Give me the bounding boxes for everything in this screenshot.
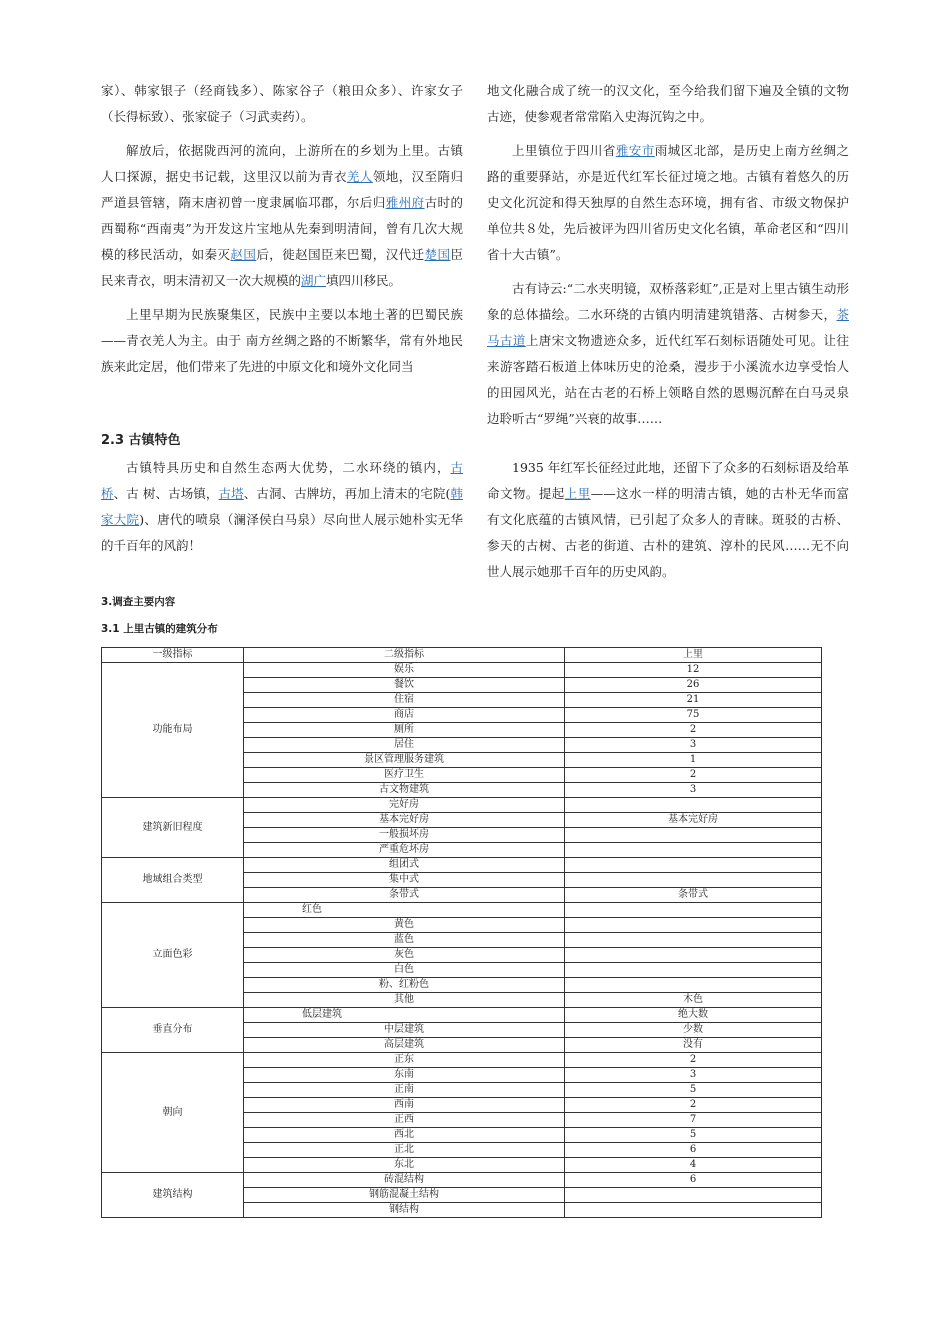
value-cell: 6 (565, 1173, 822, 1188)
group-label-cell: 功能布局 (102, 663, 244, 798)
indicator-cell: 集中式 (244, 873, 565, 888)
group-label-cell: 地域组合类型 (102, 858, 244, 903)
indicator-cell: 娱乐 (244, 663, 565, 678)
table-row (102, 858, 822, 873)
value-cell (565, 828, 822, 843)
value-cell (565, 1203, 822, 1218)
indicator-cell: 餐饮 (244, 678, 565, 693)
link-ancient-bridge[interactable]: 古桥 (101, 460, 463, 501)
indicator-cell: 白色 (244, 963, 565, 978)
section-3-heading: 3.调查主要内容 (101, 596, 176, 608)
right-paragraph-1: 地文化融合成了统一的汉文化，至今给我们留下遍及全镇的文物古迹，使参观者常常陷入史海沉钩之中。 (487, 83, 849, 124)
value-cell: 12 (565, 663, 822, 678)
link-huguang[interactable]: 湖广 (301, 273, 327, 288)
link-zhao-state[interactable]: 赵国 (230, 247, 257, 262)
value-cell: 21 (565, 693, 822, 708)
value-cell: 5 (565, 1128, 822, 1143)
value-cell: 1 (565, 753, 822, 768)
indicator-cell: 组团式 (244, 858, 565, 873)
header-cell-level2: 二级指标 (244, 648, 565, 663)
indicator-cell: 正北 (244, 1143, 565, 1158)
indicator-cell: 砖混结构 (244, 1173, 565, 1188)
link-tea-horse-road[interactable]: 茶马古道 (487, 307, 849, 348)
value-cell: 少数 (565, 1023, 822, 1038)
value-cell (565, 858, 822, 873)
indicator-cell: 其他 (244, 993, 565, 1008)
value-cell: 75 (565, 708, 822, 723)
value-cell: 4 (565, 1158, 822, 1173)
indicator-cell: 正东 (244, 1053, 565, 1068)
section-3-1-heading: 3.1 上里古镇的建筑分布 (101, 623, 218, 635)
indicator-cell: 居住 (244, 738, 565, 753)
indicator-cell: 正西 (244, 1113, 565, 1128)
indicator-cell: 蓝色 (244, 933, 565, 948)
link-ancient-tower[interactable]: 古塔 (218, 486, 244, 501)
value-cell: 条带式 (565, 888, 822, 903)
value-cell: 3 (565, 1068, 822, 1083)
value-cell: 2 (565, 723, 822, 738)
group-label-cell: 立面色彩 (102, 903, 244, 1008)
value-cell: 2 (565, 1098, 822, 1113)
right-paragraph-2: 上里镇位于四川省雅安市雨城区北部，是历史上南方丝绸之路的重要驿站，亦是近代红军长征过境之地。古镇有着悠久的历史文化沉淀和得天独厚的自然生态环境，拥有省、市级文物保护单位共８处，先后被评为四川省历史文化名镇，革命老区和“四川省十大古镇”。 (487, 143, 849, 262)
indicator-cell: 厕所 (244, 723, 565, 738)
table-row (102, 903, 822, 918)
indicator-cell: 基本完好房 (244, 813, 565, 828)
left-paragraph-2: 解放后，依据陇西河的流向，上游所在的乡划为上里。古镇人口探源，据史书记载，这里汉以前为青衣羌人领地，汉至隋归严道县管辖，隋末唐初曾一度隶属临邛郡，尔后归雅州府古时的西蜀称“西南夷”为开发这片宝地从先秦到明清间，曾有几次大规模的移民活动，如秦灭赵国后，徙赵国臣来巴蜀，汉代迁楚国臣民来青衣，明末清初又一次大规模的湖广填四川移民。 (101, 143, 463, 288)
link-han-family-courtyard[interactable]: 韩家大院 (101, 486, 463, 527)
section-2-3-heading: 2.3 古镇特色 (101, 433, 181, 448)
right-paragraph-4: 1935 年红军长征经过此地，还留下了众多的石刻标语及给革命文物。提起上里——这水一样的明清古镇，她的古朴无华而富有文化底蕴的古镇风情，已引起了众多人的青睐。斑驳的古桥、参天的古树、古老的街道、古朴的建筑、淳朴的民风……无不向世人展示她那千百年的历史风韵。 (487, 460, 849, 579)
left-column (101, 78, 463, 388)
value-cell: 3 (565, 738, 822, 753)
indicator-cell: 条带式 (244, 888, 565, 903)
indicator-cell: 商店 (244, 708, 565, 723)
indicator-cell: 住宿 (244, 693, 565, 708)
value-cell (565, 918, 822, 933)
table-row (102, 1173, 822, 1188)
table-row (102, 1008, 822, 1023)
value-cell (565, 963, 822, 978)
right-paragraph-3: 古有诗云:“二水夹明镜，双桥落彩虹”,正是对上里古镇生动形象的总体描绘。二水环绕的古镇内明清建筑错落、古树参天，茶马古道上唐宋文物遗迹众多，近代红军石刻标语随处可见。让往来游客踏石板道上体味历史的沧桑，漫步于小溪流水边享受怡人的田园风光，站在古老的石桥上领略自然的恩赐沉醉在白马灵泉边聆听古“罗绳”兴衰的故事…… (487, 281, 849, 426)
group-label-cell: 垂直分布 (102, 1008, 244, 1053)
value-cell: 基本完好房 (565, 813, 822, 828)
indicator-cell: 东南 (244, 1068, 565, 1083)
table-header-row (102, 648, 822, 663)
indicator-cell: 中层建筑 (244, 1023, 565, 1038)
value-cell: 木色 (565, 993, 822, 1008)
value-cell (565, 798, 822, 813)
group-label-cell: 朝向 (102, 1053, 244, 1173)
link-yaan-city[interactable]: 雅安市 (615, 143, 655, 158)
section-2-3-body (101, 455, 463, 567)
indicator-cell: 灰色 (244, 948, 565, 963)
table-row (102, 663, 822, 678)
indicator-cell: 一般损坏房 (244, 828, 565, 843)
building-distribution-table (101, 647, 822, 1218)
indicator-cell: 正南 (244, 1083, 565, 1098)
value-cell: 3 (565, 783, 822, 798)
indicator-cell: 西南 (244, 1098, 565, 1113)
indicator-cell: 钢筋混凝土结构 (244, 1188, 565, 1203)
value-cell: 绝大数 (565, 1008, 822, 1023)
link-shangli[interactable]: 上里 (564, 486, 591, 501)
group-label-cell: 建筑结构 (102, 1173, 244, 1218)
section-2-3-paragraph: 古镇特具历史和自然生态两大优势，二水环绕的镇内，古桥、古 树、古场镇，古塔、古洞、古牌坊，再加上清末的宅院(韩家大院)、唐代的喷泉（澜泽侯白马泉）尽向世人展示她朴实无华的千百年的风韵！ (101, 460, 463, 553)
table-row (102, 798, 822, 813)
value-cell (565, 873, 822, 888)
indicator-cell: 红色 (244, 903, 565, 918)
header-cell-shangli: 上里 (565, 648, 822, 663)
header-cell-level1: 一级指标 (102, 648, 244, 663)
value-cell: 6 (565, 1143, 822, 1158)
value-cell (565, 843, 822, 858)
right-column (487, 78, 849, 440)
table-row (102, 1053, 822, 1068)
value-cell: 2 (565, 1053, 822, 1068)
indicator-cell: 粉、红粉色 (244, 978, 565, 993)
indicator-cell: 低层建筑 (244, 1008, 565, 1023)
value-cell: 2 (565, 768, 822, 783)
link-yazhou-fu[interactable]: 雅州府 (385, 195, 425, 210)
indicator-cell: 完好房 (244, 798, 565, 813)
indicator-cell: 医疗卫生 (244, 768, 565, 783)
left-paragraph-1: 家）、韩家银子（经商钱多）、陈家谷子（粮田众多）、许家女子（长得标致）、张家碇子（习武卖药）。 (101, 83, 463, 124)
link-qiang-people[interactable]: 羌人 (346, 169, 373, 184)
left-paragraph-3: 上里早期为民族聚集区，民族中主要以本地土著的巴蜀民族——青衣羌人为主。由于 南方丝绸之路的不断繁华，常有外地民族来此定居，他们带来了先进的中原文化和境外文化同当 (101, 307, 463, 374)
value-cell: 没有 (565, 1038, 822, 1053)
indicator-cell: 严重危坏房 (244, 843, 565, 858)
value-cell: 7 (565, 1113, 822, 1128)
link-chu-state[interactable]: 楚国 (424, 247, 451, 262)
value-cell (565, 978, 822, 993)
indicator-cell: 高层建筑 (244, 1038, 565, 1053)
value-cell (565, 1188, 822, 1203)
indicator-cell: 西北 (244, 1128, 565, 1143)
value-cell: 26 (565, 678, 822, 693)
right-column-lower (487, 455, 849, 593)
group-label-cell: 建筑新旧程度 (102, 798, 244, 858)
indicator-cell: 东北 (244, 1158, 565, 1173)
value-cell: 5 (565, 1083, 822, 1098)
indicator-cell: 黄色 (244, 918, 565, 933)
indicator-cell: 古文物建筑 (244, 783, 565, 798)
value-cell (565, 903, 822, 918)
value-cell (565, 933, 822, 948)
value-cell (565, 948, 822, 963)
indicator-cell: 景区管理服务建筑 (244, 753, 565, 768)
indicator-cell: 钢结构 (244, 1203, 565, 1218)
